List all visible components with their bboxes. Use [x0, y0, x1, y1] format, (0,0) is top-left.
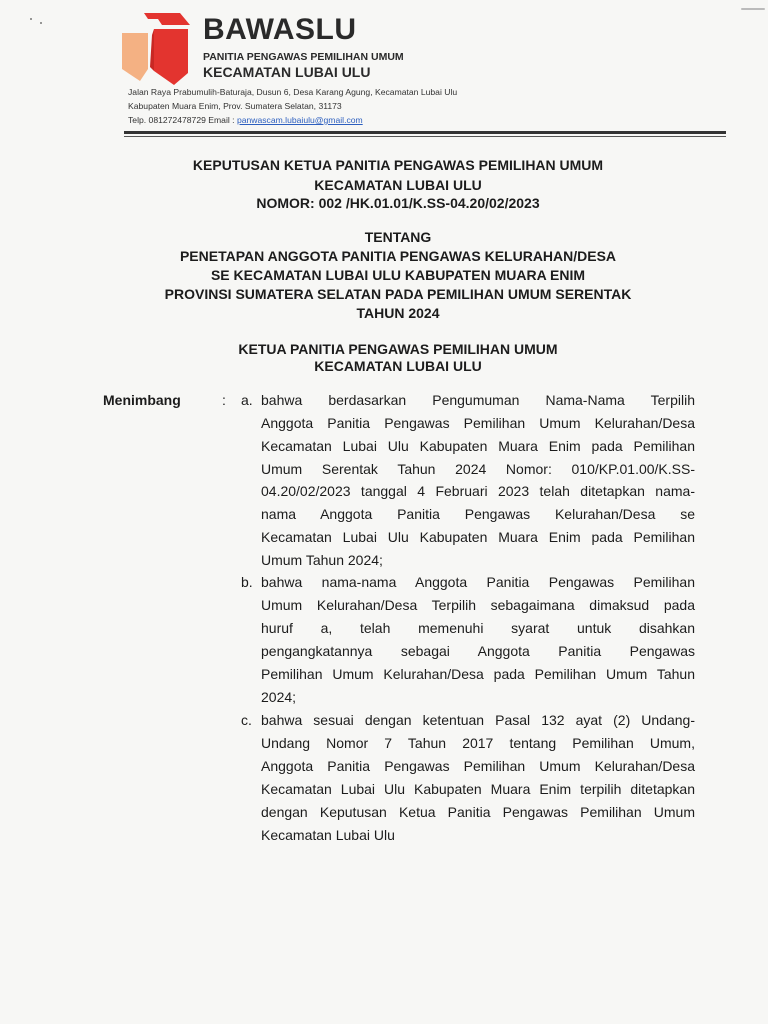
item-b-line: bahwa nama-nama Anggota Panitia Pengawas Pemilihan — [261, 574, 695, 590]
menimbang-label: Menimbang — [103, 392, 181, 408]
decree-title-line-2: KECAMATAN LUBAI ULU — [314, 177, 482, 193]
subject-line-1: PENETAPAN ANGGOTA PANITIA PENGAWAS KELURAHAN/DESA — [179, 248, 617, 264]
item-b-line: Umum Kelurahan/Desa Terpilih sebagaimana dimaksud pada — [261, 597, 695, 613]
scan-speck — [30, 18, 32, 20]
contact-line — [128, 115, 363, 125]
item-a-line: Umum Serentak Tahun 2024 Nomor: 010/KP.01.00/K.SS- — [261, 461, 695, 477]
item-a-line: Kecamatan Lubai Ulu Kabupaten Muara Enim pada Pemilihan — [261, 529, 695, 545]
item-c-line: Undang Nomor 7 Tahun 2017 tentang Pemilihan Umum, — [261, 735, 695, 751]
item-a-line: Anggota Panitia Pengawas Pemilihan Umum Kelurahan/Desa — [261, 415, 695, 431]
address-line-2: Kabupaten Muara Enim, Prov. Sumatera Selatan, 31173 — [128, 101, 342, 111]
item-c-line: bahwa sesuai dengan ketentuan Pasal 132 ayat (2) Undang- — [261, 712, 695, 728]
item-a-line: Kecamatan Lubai Ulu Kabupaten Muara Enim pada Pemilihan — [261, 438, 695, 454]
letterhead-divider-thin — [124, 136, 726, 137]
item-a-line: Umum Tahun 2024; — [261, 552, 383, 568]
item-b-line: 2024; — [261, 689, 297, 705]
menimbang-colon: : — [222, 392, 226, 408]
email-link[interactable]: panwascam.lubaiulu@gmail.com — [236, 115, 363, 125]
item-b-line: Pemilihan Umum Kelurahan/Desa pada Pemilihan Umum Tahun — [261, 666, 695, 682]
org-name: BAWASLU — [203, 13, 357, 46]
item-c-line: dengan Keputusan Ketua Panitia Pengawas Pemilihan Umum — [261, 804, 695, 820]
item-b-line: huruf a, telah memenuhi syarat untuk disahkan — [261, 620, 695, 636]
item-c-line: Kecamatan Lubai Ulu Kabupaten Muara Enim terpilih ditetapkan — [261, 781, 695, 797]
subject-line-4: TAHUN 2024 — [356, 305, 440, 321]
tentang-label: TENTANG — [364, 229, 432, 245]
item-a-line: 04.20/02/2023 tanggal 4 Februari 2023 telah ditetapkan nama- — [261, 483, 695, 499]
item-a-line: nama Anggota Panitia Pengawas Kelurahan/Desa se — [261, 506, 695, 522]
org-district: KECAMATAN LUBAI ULU — [203, 64, 371, 80]
subject-line-2: SE KECAMATAN LUBAI ULU KABUPATEN MUARA ENIM — [210, 267, 586, 283]
item-c-letter: c. — [241, 712, 252, 728]
issuer-line-2: KECAMATAN LUBAI ULU — [314, 358, 482, 374]
scan-speck — [741, 8, 765, 10]
item-c-line: Anggota Panitia Pengawas Pemilihan Umum Kelurahan/Desa — [261, 758, 695, 774]
address-line-1: Jalan Raya Prabumulih-Baturaja, Dusun 6, Desa Karang Agung, Kecamatan Lubai Ulu — [128, 87, 458, 97]
item-b-line: pengangkatannya sebagai Anggota Panitia Pengawas — [261, 643, 695, 659]
item-a-line: bahwa berdasarkan Pengumuman Nama-Nama Terpilih — [261, 392, 695, 408]
item-b-letter: b. — [241, 574, 253, 590]
item-a-letter: a. — [241, 392, 253, 408]
issuer-line-1: KETUA PANITIA PENGAWAS PEMILIHAN UMUM — [238, 341, 558, 357]
phone-text: Telp. 081272478729 Email : — [128, 115, 235, 125]
letterhead-divider-thick — [124, 131, 726, 134]
scan-speck — [40, 22, 42, 24]
decree-title-line-1: KEPUTUSAN KETUA PANITIA PENGAWAS PEMILIHAN UMUM — [192, 157, 604, 173]
org-subtitle: PANITIA PENGAWAS PEMILIHAN UMUM — [203, 51, 404, 63]
item-c-line: Kecamatan Lubai Ulu — [261, 827, 395, 843]
decree-number: NOMOR: 002 /HK.01.01/K.SS-04.20/02/2023 — [256, 195, 540, 211]
subject-line-3: PROVINSI SUMATERA SELATAN PADA PEMILIHAN UMUM SERENTAK — [164, 286, 632, 302]
bawaslu-logo-icon — [114, 11, 196, 85]
